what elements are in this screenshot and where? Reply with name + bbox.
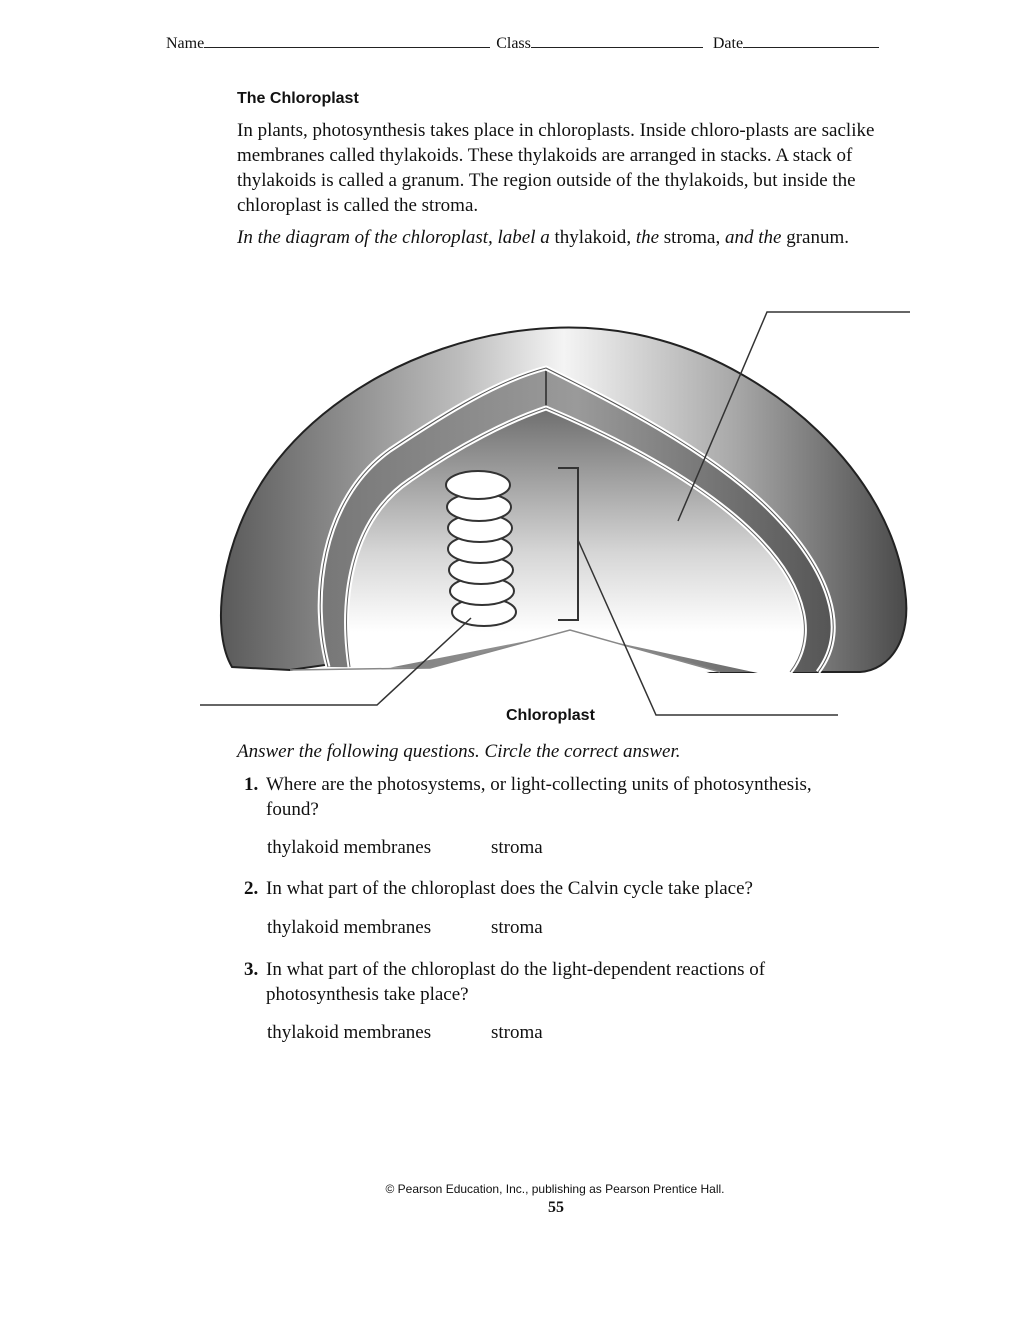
choice-stroma[interactable]: stroma xyxy=(491,917,543,938)
section-title: The Chloroplast xyxy=(237,90,359,107)
class-field[interactable] xyxy=(496,35,703,53)
instruction-text: the xyxy=(635,227,660,248)
question-number: 3. xyxy=(244,959,259,980)
question-text: In what part of the chloroplast do the light-dependent reactions of photosynthesis take place? xyxy=(266,959,766,1005)
question-3 xyxy=(244,957,864,1007)
intro-paragraph: In plants, photosynthesis takes place in chloroplasts. Inside chloro-plasts are saclike membranes called thylakoids. These thylakoids are arranged in stacks. A stack of thylakoids is called a granum. The region outside of the thylakoids, but inside the chloroplast is called the stroma. xyxy=(237,120,875,216)
diagram-instruction xyxy=(237,225,907,250)
diagram-caption: Chloroplast xyxy=(506,707,595,724)
question-3-choices xyxy=(267,1022,543,1044)
question-2 xyxy=(244,876,864,901)
choice-stroma[interactable]: stroma xyxy=(491,1022,543,1043)
choice-thylakoid-membranes[interactable]: thylakoid membranes xyxy=(267,917,432,938)
date-blank-line[interactable] xyxy=(743,47,879,48)
question-1-choices xyxy=(267,837,543,859)
term-thylakoid: thylakoid xyxy=(554,227,627,248)
term-granum: granum. xyxy=(781,227,850,248)
choice-stroma[interactable]: stroma xyxy=(491,837,543,858)
instruction-text: In the diagram of the chloroplast, label a xyxy=(237,227,555,248)
question-1 xyxy=(244,772,864,822)
question-2-choices xyxy=(267,917,543,939)
copyright-footer: © Pearson Education, Inc., publishing as Pearson Prentice Hall. xyxy=(385,1182,725,1196)
date-label: Date xyxy=(712,35,744,52)
choice-thylakoid-membranes[interactable]: thylakoid membranes xyxy=(267,837,432,858)
instruction-text: , xyxy=(626,227,636,248)
term-stroma: stroma, xyxy=(659,227,725,248)
page-number: 55 xyxy=(548,1199,564,1216)
choice-thylakoid-membranes[interactable]: thylakoid membranes xyxy=(267,1022,432,1043)
worksheet-header xyxy=(166,33,908,53)
questions-intro: Answer the following questions. Circle the correct answer. xyxy=(237,741,681,762)
name-field[interactable] xyxy=(166,35,490,53)
date-field[interactable] xyxy=(713,35,879,53)
question-number: 2. xyxy=(244,878,259,899)
question-number: 1. xyxy=(244,774,259,795)
thylakoid-disc xyxy=(446,471,510,499)
class-blank-line[interactable] xyxy=(531,47,703,48)
question-text: Where are the photosystems, or light-collecting units of photosynthesis, found? xyxy=(266,774,812,820)
name-blank-line[interactable] xyxy=(204,47,490,48)
name-label: Name xyxy=(166,35,205,52)
chloroplast-diagram xyxy=(190,300,920,730)
instruction-text: and the xyxy=(725,227,782,248)
question-text: In what part of the chloroplast does the Calvin cycle take place? xyxy=(266,878,753,899)
class-label: Class xyxy=(496,35,531,52)
